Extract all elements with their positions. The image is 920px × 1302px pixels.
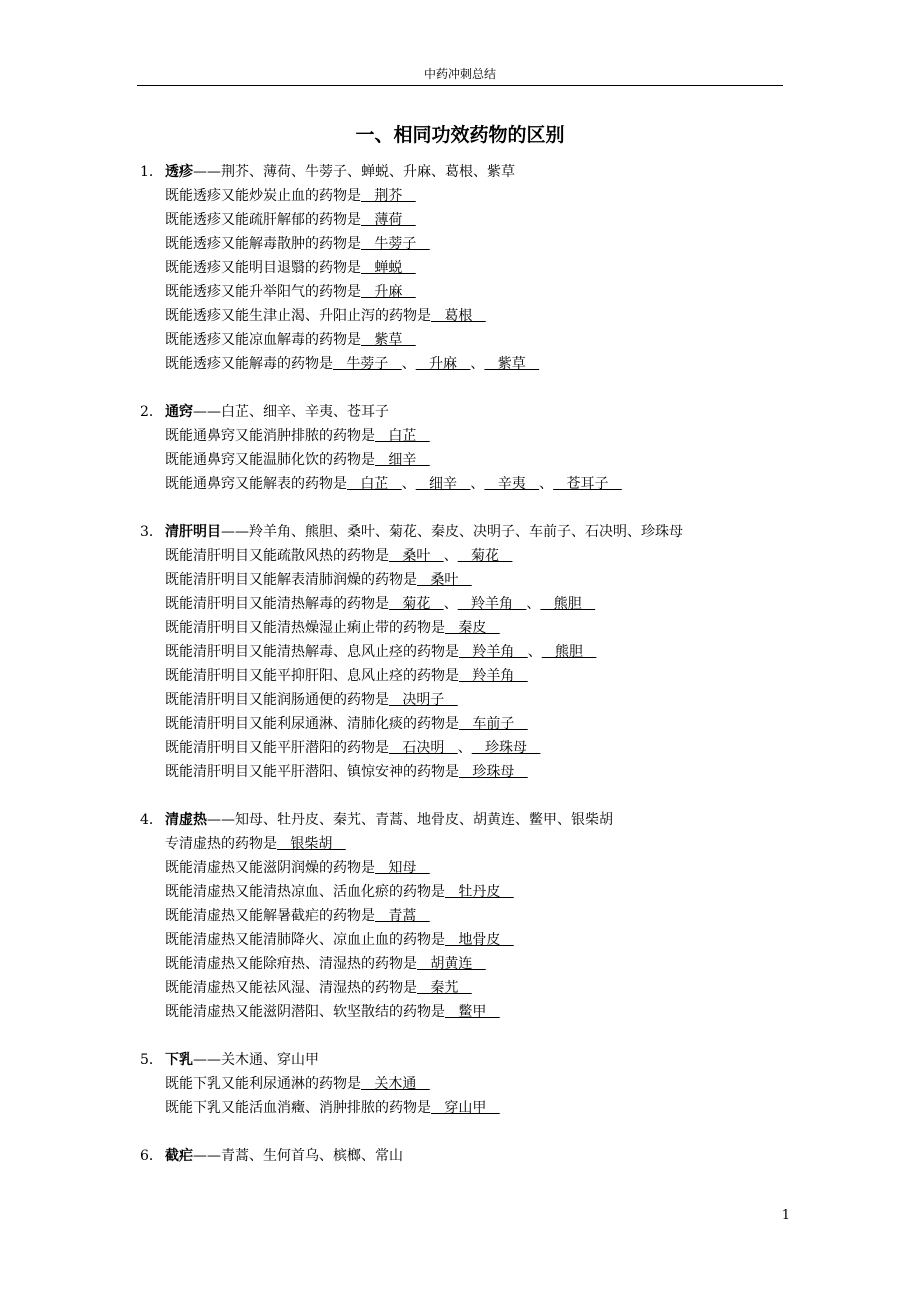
question-text: 既能清虚热又能解暑截疟的药物是 <box>165 908 375 924</box>
question-line <box>0 424 920 448</box>
answer-blank: 白芷 <box>375 428 430 444</box>
page-title: 一、相同功效药物的区别 <box>355 124 565 146</box>
section <box>0 1144 920 1168</box>
question-text: 既能通鼻窍又能温肺化饮的药物是 <box>165 452 375 468</box>
answer-blank: 辛夷 <box>484 476 540 492</box>
question-text: 既能清肝明目又能平肝潜阳、镇惊安神的药物是 <box>165 764 459 780</box>
question-line <box>0 616 920 640</box>
section-keyword: 通窍 <box>165 404 193 420</box>
section-herb-list: ——关木通、穿山甲 <box>193 1052 319 1068</box>
section-heading <box>0 520 920 544</box>
section-heading <box>0 1048 920 1072</box>
question-text: 既能透疹又能疏肝解郁的药物是 <box>165 212 361 228</box>
question-text: 既能透疹又能炒炭止血的药物是 <box>165 188 361 204</box>
answer-blank: 决明子 <box>389 692 458 708</box>
question-line <box>0 328 920 352</box>
answer-blank: 苍耳子 <box>553 476 622 492</box>
question-line <box>0 568 920 592</box>
section-number: 5． <box>140 1052 163 1068</box>
question-line <box>0 688 920 712</box>
section <box>0 808 920 1024</box>
section-herb-list: ——青蒿、生何首乌、槟榔、常山 <box>193 1148 403 1164</box>
answer-blank: 银柴胡 <box>277 836 346 852</box>
answer-blank: 荆芥 <box>361 188 416 204</box>
page-number: 1 <box>781 1208 790 1223</box>
answer-separator: 、 <box>443 596 458 612</box>
question-line <box>0 880 920 904</box>
question-text: 既能清肝明目又能疏散风热的药物是 <box>165 548 389 564</box>
answer-blank: 菊花 <box>457 548 513 564</box>
answer-blank: 羚羊角 <box>457 596 527 612</box>
header-rule <box>137 85 783 86</box>
answer-blank: 细辛 <box>375 452 430 468</box>
answer-blank: 升麻 <box>361 284 416 300</box>
question-text: 既能清肝明目又能润肠通便的药物是 <box>165 692 389 708</box>
question-line <box>0 472 920 496</box>
answer-separator: 、 <box>470 476 485 492</box>
answer-blank: 珍珠母 <box>459 764 528 780</box>
question-text: 既能透疹又能解毒散肿的药物是 <box>165 236 361 252</box>
question-line <box>0 208 920 232</box>
answer-blank: 珍珠母 <box>471 740 541 756</box>
section-heading <box>0 808 920 832</box>
question-line <box>0 856 920 880</box>
question-line <box>0 832 920 856</box>
answer-separator: 、 <box>401 356 416 372</box>
question-line <box>0 952 920 976</box>
section <box>0 400 920 496</box>
answer-separator: 、 <box>401 476 416 492</box>
answer-blank: 细辛 <box>415 476 471 492</box>
answer-separator: 、 <box>470 356 485 372</box>
section-herb-list: ——羚羊角、熊胆、桑叶、菊花、秦皮、决明子、车前子、石决明、珍珠母 <box>221 524 683 540</box>
question-line <box>0 184 920 208</box>
section-herb-list: ——知母、牡丹皮、秦艽、青蒿、地骨皮、胡黄连、鳖甲、银柴胡 <box>207 812 613 828</box>
question-text: 既能通鼻窍又能解表的药物是 <box>165 476 347 492</box>
section-keyword: 透疹 <box>165 164 193 180</box>
question-text: 既能清肝明目又能平肝潜阳的药物是 <box>165 740 389 756</box>
section-keyword: 清虚热 <box>165 812 207 828</box>
answer-blank: 紫草 <box>361 332 416 348</box>
answer-blank: 熊胆 <box>541 644 597 660</box>
question-text: 既能透疹又能解毒的药物是 <box>165 356 333 372</box>
question-text: 既能下乳又能利尿通淋的药物是 <box>165 1076 361 1092</box>
question-line <box>0 256 920 280</box>
question-text: 既能透疹又能明目退翳的药物是 <box>165 260 361 276</box>
body-content <box>0 160 920 1192</box>
question-text: 既能透疹又能生津止渴、升阳止泻的药物是 <box>165 308 431 324</box>
question-text: 专清虚热的药物是 <box>165 836 277 852</box>
question-line <box>0 1096 920 1120</box>
answer-blank: 葛根 <box>431 308 486 324</box>
question-text: 既能清虚热又能祛风湿、清湿热的药物是 <box>165 980 417 996</box>
question-line <box>0 232 920 256</box>
question-text: 既能清虚热又能滋阴润燥的药物是 <box>165 860 375 876</box>
answer-blank: 白芷 <box>347 476 402 492</box>
question-text: 既能通鼻窍又能消肿排脓的药物是 <box>165 428 375 444</box>
section <box>0 1048 920 1120</box>
question-line <box>0 976 920 1000</box>
question-text: 既能清肝明目又能清热解毒、息风止痉的药物是 <box>165 644 459 660</box>
question-text: 既能清肝明目又能平抑肝阳、息风止痉的药物是 <box>165 668 459 684</box>
section-herb-list: ——荆芥、薄荷、牛蒡子、蝉蜕、升麻、葛根、紫草 <box>193 164 515 180</box>
question-line <box>0 304 920 328</box>
question-line <box>0 640 920 664</box>
question-text: 既能清虚热又能滋阴潜阳、软坚散结的药物是 <box>165 1004 445 1020</box>
answer-blank: 升麻 <box>415 356 471 372</box>
question-text: 既能下乳又能活血消癥、消肿排脓的药物是 <box>165 1100 431 1116</box>
answer-blank: 青蒿 <box>375 908 430 924</box>
section-keyword: 下乳 <box>165 1052 193 1068</box>
question-line <box>0 1000 920 1024</box>
question-line <box>0 664 920 688</box>
question-text: 既能清肝明目又能清热解毒的药物是 <box>165 596 389 612</box>
answer-blank: 熊胆 <box>540 596 596 612</box>
section-heading <box>0 160 920 184</box>
answer-blank: 石决明 <box>389 740 458 756</box>
question-text: 既能清虚热又能除疳热、清湿热的药物是 <box>165 956 417 972</box>
answer-separator: 、 <box>443 548 458 564</box>
section-herb-list: ——白芷、细辛、辛夷、苍耳子 <box>193 404 389 420</box>
answer-blank: 秦艽 <box>417 980 472 996</box>
section-heading <box>0 400 920 424</box>
question-line <box>0 904 920 928</box>
question-line <box>0 928 920 952</box>
question-line <box>0 352 920 376</box>
question-line <box>0 736 920 760</box>
answer-blank: 蝉蜕 <box>361 260 416 276</box>
section-number: 2． <box>140 404 163 420</box>
section <box>0 520 920 784</box>
answer-separator: 、 <box>527 644 542 660</box>
question-line <box>0 448 920 472</box>
question-line <box>0 1072 920 1096</box>
page-header: 中药冲刺总结 <box>423 67 496 81</box>
answer-blank: 桑叶 <box>389 548 444 564</box>
answer-separator: 、 <box>526 596 541 612</box>
answer-blank: 羚羊角 <box>459 644 528 660</box>
section-number: 4． <box>140 812 163 828</box>
answer-blank: 地骨皮 <box>445 932 514 948</box>
answer-blank: 紫草 <box>484 356 540 372</box>
section-number: 1． <box>140 164 163 180</box>
answer-blank: 知母 <box>375 860 430 876</box>
question-text: 既能清肝明目又能清热燥湿止痢止带的药物是 <box>165 620 445 636</box>
answer-blank: 羚羊角 <box>459 668 528 684</box>
question-line <box>0 712 920 736</box>
answer-blank: 车前子 <box>459 716 528 732</box>
section-number: 3． <box>140 524 163 540</box>
section <box>0 160 920 376</box>
section-keyword: 清肝明目 <box>165 524 221 540</box>
answer-blank: 牛蒡子 <box>361 236 430 252</box>
question-text: 既能清虚热又能清热凉血、活血化瘀的药物是 <box>165 884 445 900</box>
question-line <box>0 760 920 784</box>
answer-blank: 桑叶 <box>417 572 472 588</box>
answer-separator: 、 <box>457 740 472 756</box>
section-number: 6． <box>140 1148 163 1164</box>
question-text: 既能透疹又能升举阳气的药物是 <box>165 284 361 300</box>
question-text: 既能透疹又能凉血解毒的药物是 <box>165 332 361 348</box>
question-line <box>0 592 920 616</box>
answer-blank: 牛蒡子 <box>333 356 402 372</box>
answer-blank: 关木通 <box>361 1076 430 1092</box>
question-line <box>0 280 920 304</box>
answer-separator: 、 <box>539 476 554 492</box>
question-text: 既能清肝明目又能解表清肺润燥的药物是 <box>165 572 417 588</box>
answer-blank: 薄荷 <box>361 212 416 228</box>
answer-blank: 牡丹皮 <box>445 884 514 900</box>
answer-blank: 菊花 <box>389 596 444 612</box>
question-text: 既能清肝明目又能利尿通淋、清肺化痰的药物是 <box>165 716 459 732</box>
answer-blank: 鳖甲 <box>445 1004 500 1020</box>
answer-blank: 秦皮 <box>445 620 500 636</box>
section-keyword: 截疟 <box>165 1148 193 1164</box>
question-text: 既能清虚热又能清肺降火、凉血止血的药物是 <box>165 932 445 948</box>
answer-blank: 穿山甲 <box>431 1100 500 1116</box>
section-heading <box>0 1144 920 1168</box>
question-line <box>0 544 920 568</box>
answer-blank: 胡黄连 <box>417 956 486 972</box>
